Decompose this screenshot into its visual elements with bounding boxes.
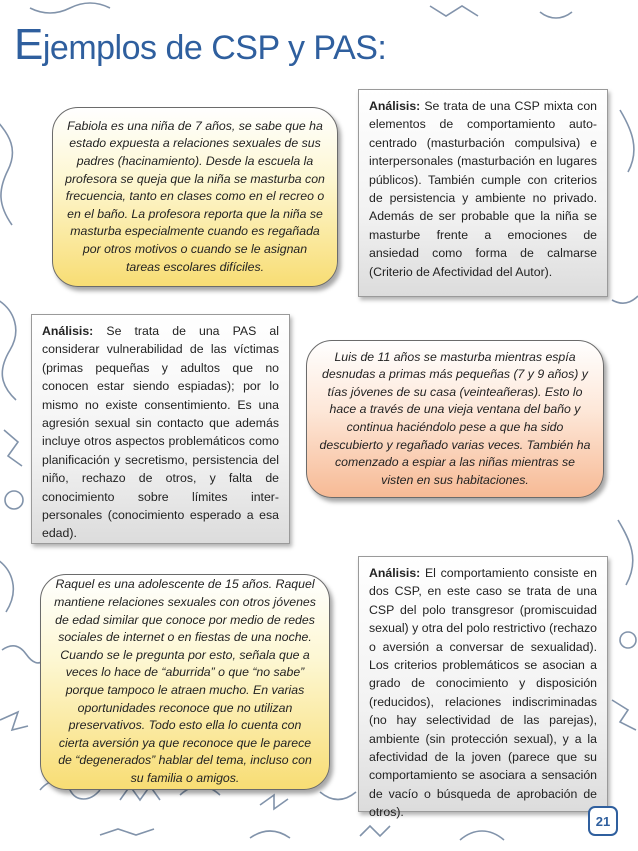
analysis-luis-box <box>31 314 290 544</box>
analysis-fabiola-text: Se trata de una CSP mixta con elementos de comportamiento auto-centrado (masturbación compulsiva) e interpersonales (masturbación en lugares públicos). También cumple con criterios de persistencia y ambiente no privado. Además de ser probable que la niña se masturbe frente a emociones de ansiedad como forma de calmarse (Criterio de Afectividad del Autor). <box>369 99 597 279</box>
page-number: 21 <box>588 806 618 836</box>
case-fabiola-bubble <box>52 107 338 287</box>
title-initial: E <box>14 20 43 69</box>
title-rest: jemplos de CSP y PAS: <box>42 29 387 67</box>
case-fabiola-text: Fabiola es una niña de 7 años, se sabe que ha estado expuesta a relaciones sexuales de sus padres (hacinamiento). Desde la escuela la profesora se queja que la niña se masturba con frecuencia, tanto en clases como en el recreo o en el baño. La profesora reporta que la niña se masturba especialmente cuando es regañada por otros motivos o cuando se le asignan tareas escolares difíciles. <box>65 118 325 274</box>
case-raquel-bubble <box>40 574 330 790</box>
case-luis-text: Luis de 11 años se masturba mientras espía desnudas a primas más pequeñas (7 y 9 años) y tías jóvenes de su casa (veinteañeras). Esto lo hace a través de una vieja ventana del baño y continua haciéndolo pese a que ha sido descubierto y regañado varias veces. También ha comenzado a espiar a las niñas mientras se visten en sus habitaciones. <box>319 349 591 487</box>
case-raquel-text: Raquel es una adolescente de 15 años. Raquel mantiene relaciones sexuales con otros jóvenes de edad similar que conoce por medio de redes sociales de internet o en fiestas de una noche. Cuando se le pregunta por esto, señala que a veces lo hace de “aburrida” o que “no sabe” porque tampoco le atraen mucho. En varias oportunidades reconoce que no utilizan preservativos. Todo esto ella lo cuenta con cierta aversión ya que reconoce que le parece de “degenerados” hablar del tema, incluso con su familia o amigos. <box>54 577 316 785</box>
analysis-raquel-label: Análisis: <box>369 566 421 580</box>
case-luis-bubble <box>306 340 604 498</box>
analysis-fabiola-label: Análisis: <box>369 99 421 113</box>
page-title <box>14 20 386 70</box>
analysis-luis-label: Análisis: <box>42 324 94 338</box>
analysis-luis-text: Se trata de una PAS al considerar vulnerabilidad de las víctimas (primas pequeñas y adultos que no conocen estar siendo espiadas); por lo mismo no existe consentimiento. Es una agresión sexual sin contacto que además incluye otros aspectos problemáticos como planificación y secretismo, persistencia del niño, rechazo de otros, y falta de conocimiento sobre límites inter-personales (conocimiento esperado a esa edad). <box>42 324 279 541</box>
analysis-raquel-box <box>358 556 608 820</box>
analysis-fabiola-box <box>358 89 608 297</box>
analysis-raquel-text: El comportamiento consiste en dos CSP, en este caso se trata de una CSP del polo transgresor (promiscuidad sexual) y otra del polo restrictivo (rechazo o aversión a conversar de sexualidad). Los criterios problemáticos se asocian a grado de conocimiento y disposición (reducidos), relaciones indiscriminadas (no hay selectividad de las parejas), ambiente (sin protección sexual), y a la afectividad de la joven (parece que su comportamiento se asociara a sensación de vacío o búsqueda de aprobación de otros). <box>369 566 597 820</box>
